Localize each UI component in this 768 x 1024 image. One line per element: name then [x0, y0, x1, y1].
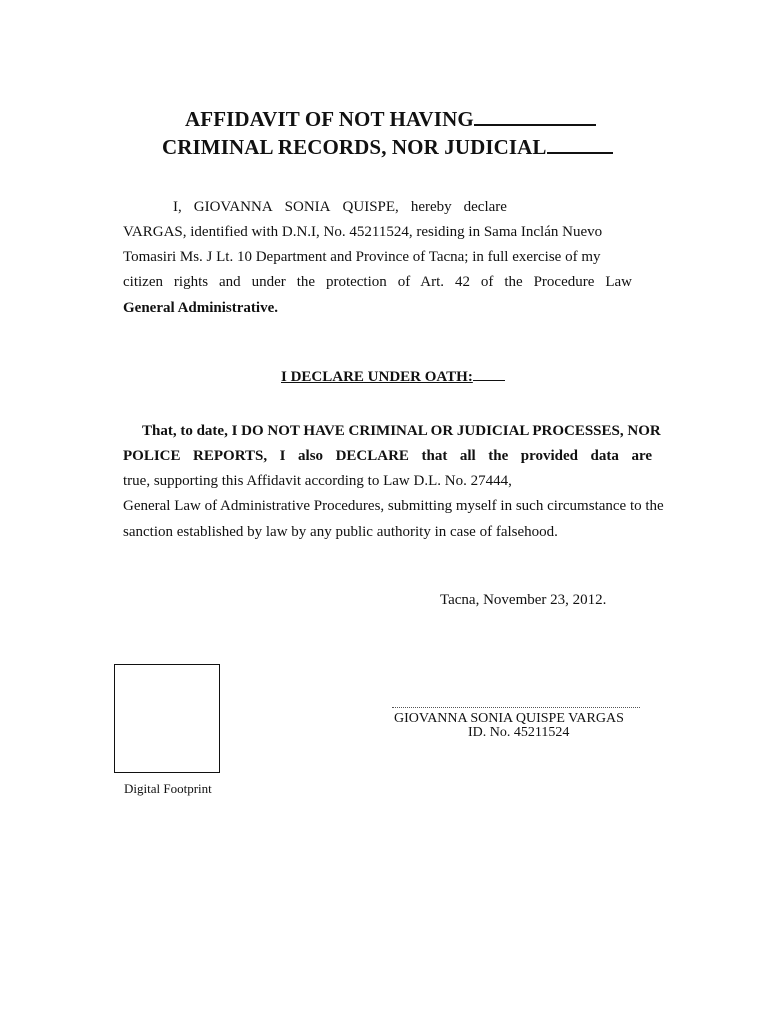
intro-word: QUISPE,	[342, 199, 399, 215]
intro-word: I,	[173, 199, 182, 215]
intro-line-4: citizen rights and under the protection of Art. 42 of the Procedure Law	[123, 274, 632, 290]
fingerprint-label: Digital Footprint	[124, 781, 212, 796]
title-line-1	[185, 106, 596, 132]
intro-line-2: VARGAS, identified with D.N.I, No. 45211524, residing in Sama Inclán Nuevo	[123, 224, 603, 240]
intro-word: SONIA	[284, 199, 331, 215]
intro-line-5: General Administrative.	[123, 300, 278, 316]
signer-id: ID. No. 45211524	[468, 725, 570, 740]
declaration-line-1: That, to date, I DO NOT HAVE CRIMINAL OR JUDICIAL PROCESSES, NOR	[142, 423, 661, 439]
declaration-line-2: POLICE REPORTS, I also DECLARE that all the provided data are	[123, 448, 652, 464]
title-line-2	[162, 134, 613, 160]
oath-heading-text: I DECLARE UNDER OATH:	[281, 369, 473, 385]
fingerprint-box	[114, 664, 220, 773]
declaration-line-4: General Law of Administrative Procedures, submitting myself in such circumstance to the	[123, 498, 664, 514]
intro-word: declare	[463, 199, 507, 215]
signature-line	[392, 697, 640, 708]
oath-underline-trail	[473, 368, 505, 381]
intro-word: GIOVANNA	[193, 199, 273, 215]
place-date: Tacna, November 23, 2012.	[440, 592, 607, 608]
title-underline-trail	[474, 106, 596, 126]
intro-line-3: Tomasiri Ms. J Lt. 10 Department and Province of Tacna; in full exercise of my	[123, 249, 601, 265]
intro-word: hereby	[410, 199, 452, 215]
declaration-line-3: true, supporting this Affidavit according to Law D.L. No. 27444,	[123, 473, 512, 489]
title-underline-trail	[547, 134, 613, 154]
intro-line-1	[173, 199, 507, 216]
oath-heading	[281, 368, 505, 386]
title-line-1-text: AFFIDAVIT OF NOT HAVING	[185, 107, 474, 131]
declaration-line-5: sanction established by law by any public authority in case of falsehood.	[123, 524, 558, 540]
signer-name: GIOVANNA SONIA QUISPE VARGAS	[394, 711, 624, 726]
title-line-2-text: CRIMINAL RECORDS, NOR JUDICIAL	[162, 135, 547, 159]
